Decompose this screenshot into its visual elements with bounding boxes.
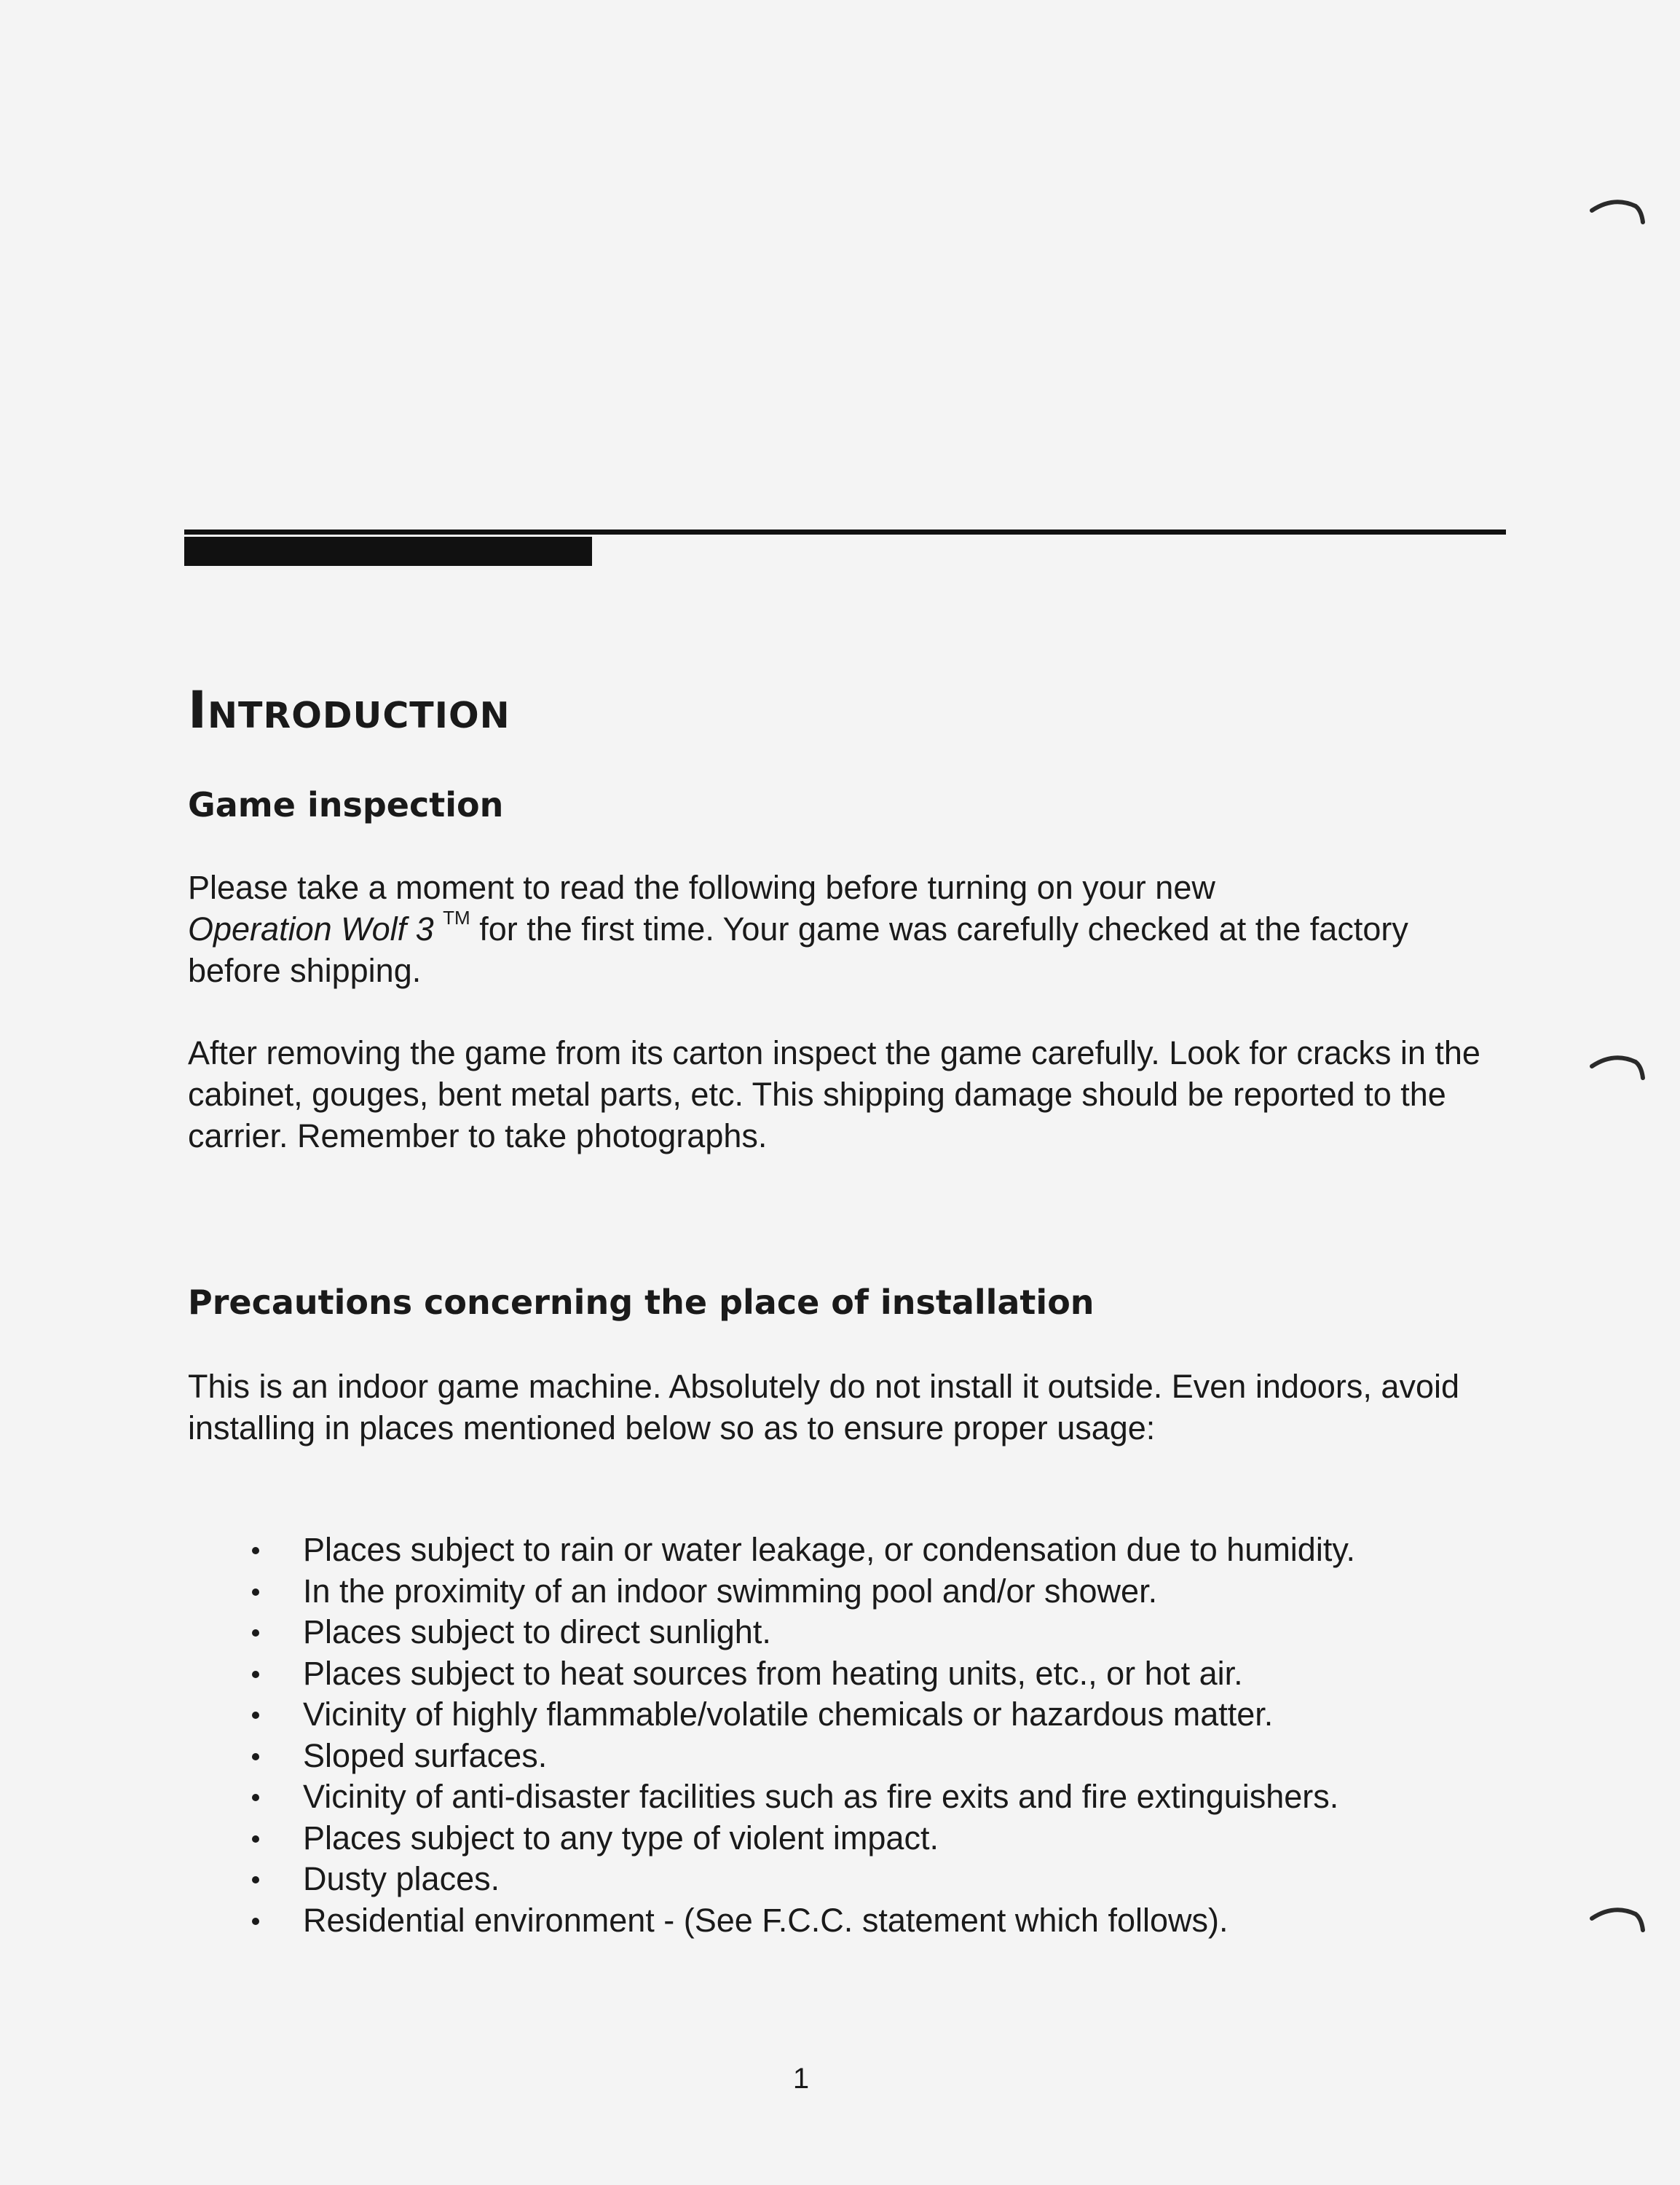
list-item-text: Places subject to heat sources from heating units, etc., or hot air. <box>303 1654 1243 1692</box>
bullet-icon <box>252 1629 259 1637</box>
bullet-icon <box>252 1835 259 1843</box>
precautions-list <box>240 1530 1515 1941</box>
list-item <box>240 1653 1515 1695</box>
list-item-text: Vicinity of anti-disaster facilities such as fire exits and fire extinguishers. <box>303 1778 1339 1815</box>
list-item <box>240 1571 1515 1613</box>
section-heading-game-inspection: Game inspection <box>188 785 504 824</box>
precautions-intro: This is an indoor game machine. Absolutely do not install it outside. Even indoors, avoid installing in places mentioned below so as to ensure proper usage: <box>188 1368 1459 1446</box>
binder-hole-mark-icon <box>1589 1042 1647 1100</box>
game-name: Operation Wolf 3 <box>188 910 434 948</box>
list-item <box>240 1859 1515 1900</box>
list-item-text: Places subject to direct sunlight. <box>303 1613 771 1650</box>
header-rule-tab <box>184 537 592 566</box>
trademark-mark: TM <box>443 907 470 929</box>
bullet-icon <box>252 1712 259 1719</box>
bullet-icon <box>252 1753 259 1760</box>
list-item-text: Residential environment - (See F.C.C. statement which follows). <box>303 1901 1229 1939</box>
list-item-text: Dusty places. <box>303 1860 500 1897</box>
list-item-text: Vicinity of highly flammable/volatile chemicals or hazardous matter. <box>303 1696 1274 1733</box>
list-item-text: In the proximity of an indoor swimming pool and/or shower. <box>303 1572 1158 1610</box>
inspection-paragraph-1 <box>188 867 1499 991</box>
list-item-text: Places subject to any type of violent impact. <box>303 1819 939 1857</box>
section-heading-precautions: Precautions concerning the place of installation <box>188 1283 1095 1322</box>
list-item <box>240 1530 1515 1571</box>
binder-hole-mark-icon <box>1589 1894 1647 1952</box>
header-rule <box>184 529 1506 535</box>
list-item <box>240 1776 1515 1818</box>
page-number: 1 <box>792 2063 810 2095</box>
bullet-icon <box>252 1588 259 1596</box>
list-item-text: Sloped surfaces. <box>303 1736 548 1774</box>
inspection-para1-intro: Please take a moment to read the following before turning on your new <box>188 869 1215 906</box>
bullet-icon <box>252 1918 259 1925</box>
bullet-icon <box>252 1547 259 1554</box>
list-item <box>240 1694 1515 1736</box>
bullet-icon <box>252 1794 259 1801</box>
list-item-text: Places subject to rain or water leakage, or condensation due to humidity. <box>303 1531 1355 1568</box>
bullet-icon <box>252 1671 259 1678</box>
bullet-icon <box>252 1876 259 1883</box>
inspection-paragraph-2: After removing the game from its carton inspect the game carefully. Look for cracks in the cabinet, gouges, bent metal parts, etc. This shipping damage should be reported to the carrier. Remember to take photographs. <box>188 1034 1480 1154</box>
binder-hole-mark-icon <box>1589 186 1647 244</box>
list-item <box>240 1818 1515 1859</box>
page-title: Introduction <box>188 680 510 740</box>
list-item <box>240 1736 1515 1777</box>
list-item <box>240 1900 1515 1942</box>
list-item <box>240 1612 1515 1653</box>
inspection-para1-rest: for the first time. Your game was carefully checked at the factory before shipping. <box>188 910 1408 989</box>
